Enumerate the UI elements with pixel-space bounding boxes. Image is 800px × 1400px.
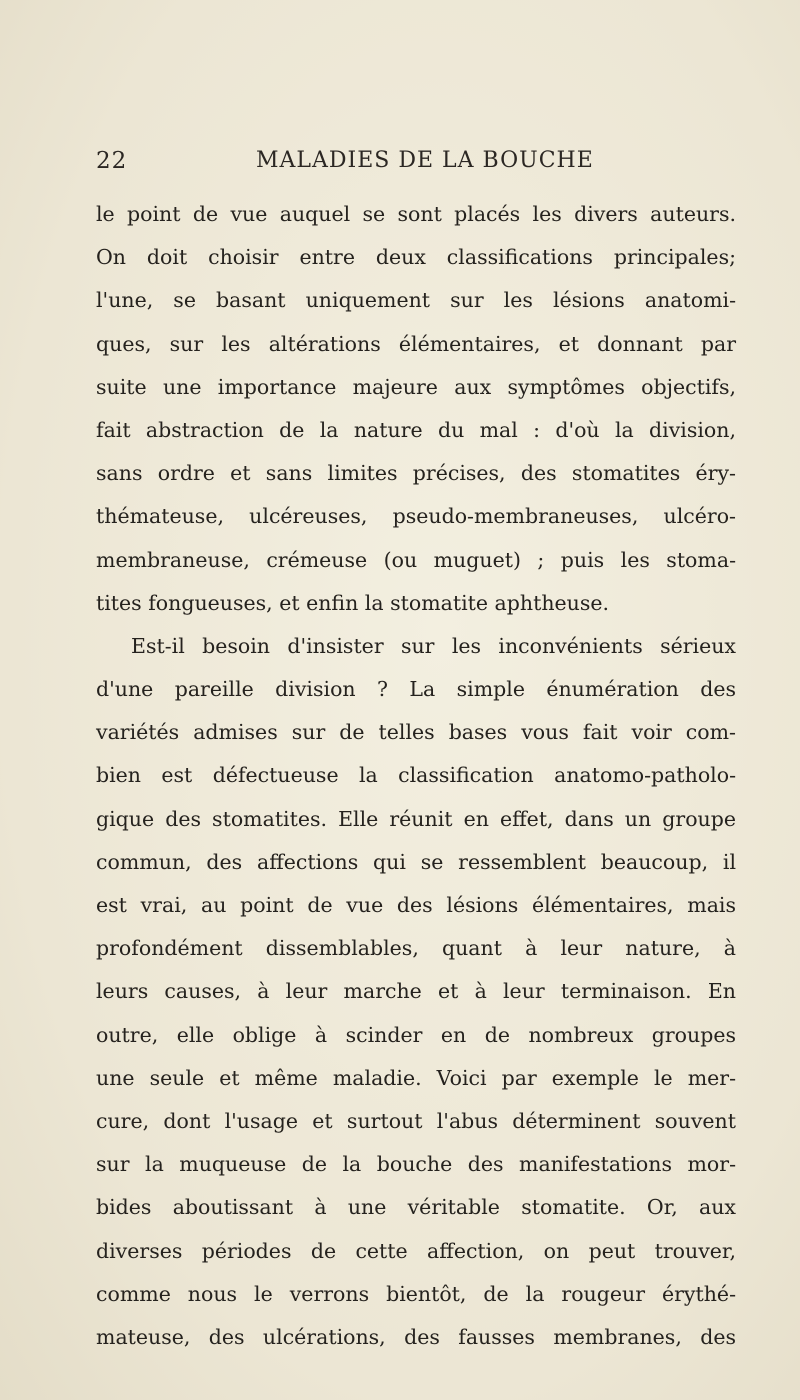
- text-line: bien est défectueuse la classification anatomo-patholo-: [96, 763, 736, 788]
- text-line: l'une, se basant uniquement sur les lésions anatomi-: [96, 288, 736, 313]
- text-line: outre, elle oblige à scinder en de nombreux groupes: [96, 1022, 736, 1047]
- text-line: On doit choisir entre deux classifications principales;: [96, 245, 736, 270]
- text-line: comme nous le verrons bientôt, de la rougeur érythé-: [96, 1281, 736, 1306]
- text-line: sans ordre et sans limites précises, des stomatites éry-: [96, 461, 736, 486]
- running-head: [96, 148, 736, 182]
- text-line: variétés admises sur de telles bases vous fait voir com-: [96, 720, 736, 745]
- text-line: thémateuse, ulcéreuses, pseudo-membraneuses, ulcéro-: [96, 504, 736, 529]
- body-text: [96, 193, 736, 1359]
- text-line: cure, dont l'usage et surtout l'abus déterminent souvent: [96, 1108, 736, 1133]
- text-line: membraneuse, crémeuse (ou muguet) ; puis les stoma-: [96, 547, 736, 572]
- text-line: une seule et même maladie. Voici par exemple le mer-: [96, 1065, 736, 1090]
- text-line: d'une pareille division ? La simple énumération des: [96, 677, 736, 702]
- page-number: 22: [96, 148, 128, 174]
- text-line: diverses périodes de cette affection, on peut trouver,: [96, 1238, 736, 1263]
- paragraph-start-line: Est-il besoin d'insister sur les inconvénients sérieux: [131, 633, 736, 658]
- text-line: mateuse, des ulcérations, des fausses membranes, des: [96, 1324, 736, 1349]
- text-line: bides aboutissant à une véritable stomatite. Or, aux: [96, 1195, 736, 1220]
- text-line: leurs causes, à leur marche et à leur terminaison. En: [96, 979, 736, 1004]
- running-title: MALADIES DE LA BOUCHE: [256, 148, 594, 173]
- text-line: sur la muqueuse de la bouche des manifestations mor-: [96, 1152, 736, 1177]
- text-line: le point de vue auquel se sont placés les divers auteurs.: [96, 202, 736, 226]
- paragraph-end-line: tites fongueuses, et enfin la stomatite aphtheuse.: [96, 590, 610, 615]
- text-line: est vrai, au point de vue des lésions élémentaires, mais: [96, 893, 736, 917]
- text-line: gique des stomatites. Elle réunit en effet, dans un groupe: [96, 806, 736, 831]
- text-line: commun, des affections qui se ressemblent beaucoup, il: [96, 849, 736, 874]
- text-line: suite une importance majeure aux symptômes objectifs,: [96, 374, 736, 399]
- text-line: profondément dissemblables, quant à leur nature, à: [96, 936, 736, 961]
- text-line: ques, sur les altérations élémentaires, et donnant par: [96, 331, 736, 356]
- text-line: fait abstraction de la nature du mal : d'où la division,: [96, 417, 736, 442]
